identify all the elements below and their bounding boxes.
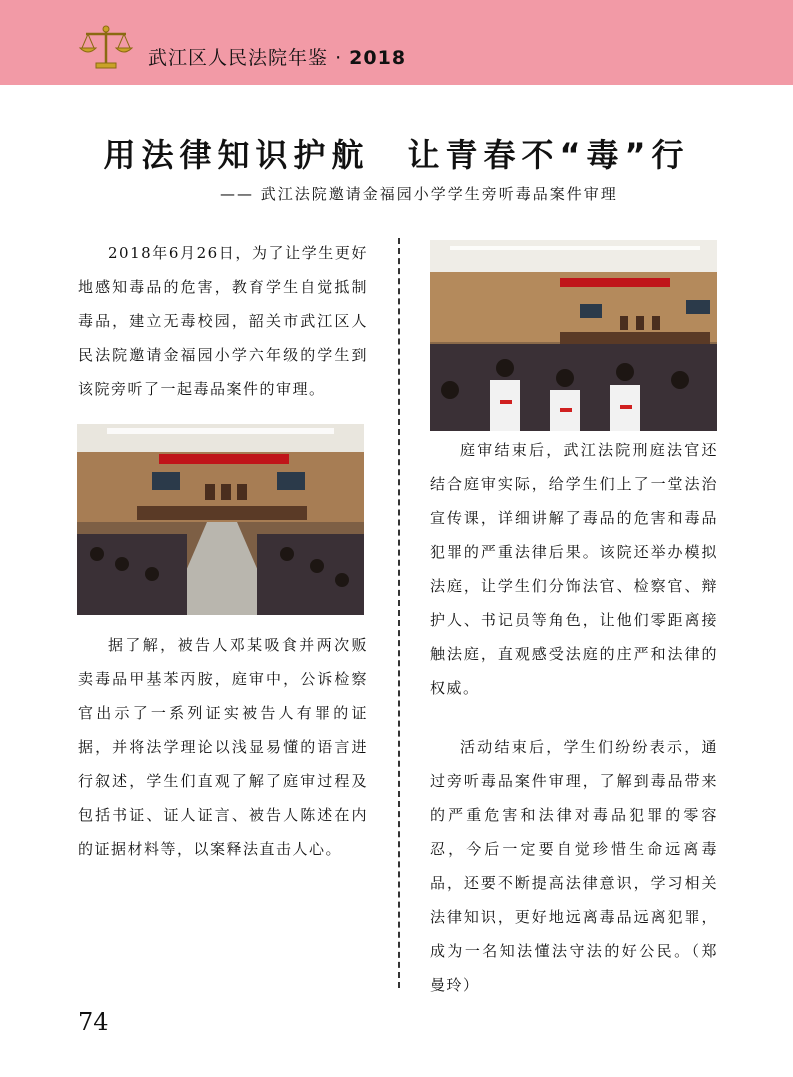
article-paragraph: 庭审结束后，武江法院刑庭法官还结合庭审实际，给学生们上了一堂法治宣传课，详细讲解了毒品的危害和毒品犯罪的严重法律后果。该院还举办模拟法庭，让学生们分饰法官、检察官、辩护人、书记员等角色，让他们零距离接触法庭，直观感受法庭的庄严和法律的权威。 xyxy=(430,441,718,697)
scales-of-justice-icon xyxy=(78,24,134,70)
yearbook-year: 2018 xyxy=(349,47,407,69)
courtroom-photo-students xyxy=(430,240,717,431)
article-subtitle: —— 武江法院邀请金福园小学学生旁听毒品案件审理 xyxy=(220,185,618,203)
article-title: 用法律知识护航 让青春不“毒”行 xyxy=(103,136,690,174)
header-band xyxy=(0,0,793,85)
courtroom-photo-wide xyxy=(77,424,364,615)
yearbook-title xyxy=(148,43,406,70)
title-separator: · xyxy=(335,47,343,69)
page-number: 74 xyxy=(78,1008,109,1036)
yearbook-name: 武江区人民法院年鉴 xyxy=(148,47,329,69)
column-divider xyxy=(398,238,400,988)
article-paragraph: 活动结束后，学生们纷纷表示，通过旁听毒品案件审理，了解到毒品带来的严重危害和法律对毒品犯罪的零容忍，今后一定要自觉珍惜生命远离毒品，还要不断提高法律意识，学习相关法律知识，更好地远离毒品远离犯罪，成为一名知法懂法守法的好公民。（郑曼玲） xyxy=(430,738,718,994)
article-paragraph: 据了解，被告人邓某吸食并两次贩卖毒品甲基苯丙胺，庭审中，公诉检察官出示了一系列证实被告人有罪的证据，并将法学理论以浅显易懂的语言进行叙述，学生们直观了解了庭审过程及包括书证、证人证言、被告人陈述在内的证据材料等，以案释法直击人心。 xyxy=(78,636,368,858)
article-paragraph: 2018年6月26日，为了让学生更好地感知毒品的危害，教育学生自觉抵制毒品，建立无毒校园，韶关市武江区人民法院邀请金福园小学六年级的学生到该院旁听了一起毒品案件的审理。 xyxy=(78,244,368,398)
